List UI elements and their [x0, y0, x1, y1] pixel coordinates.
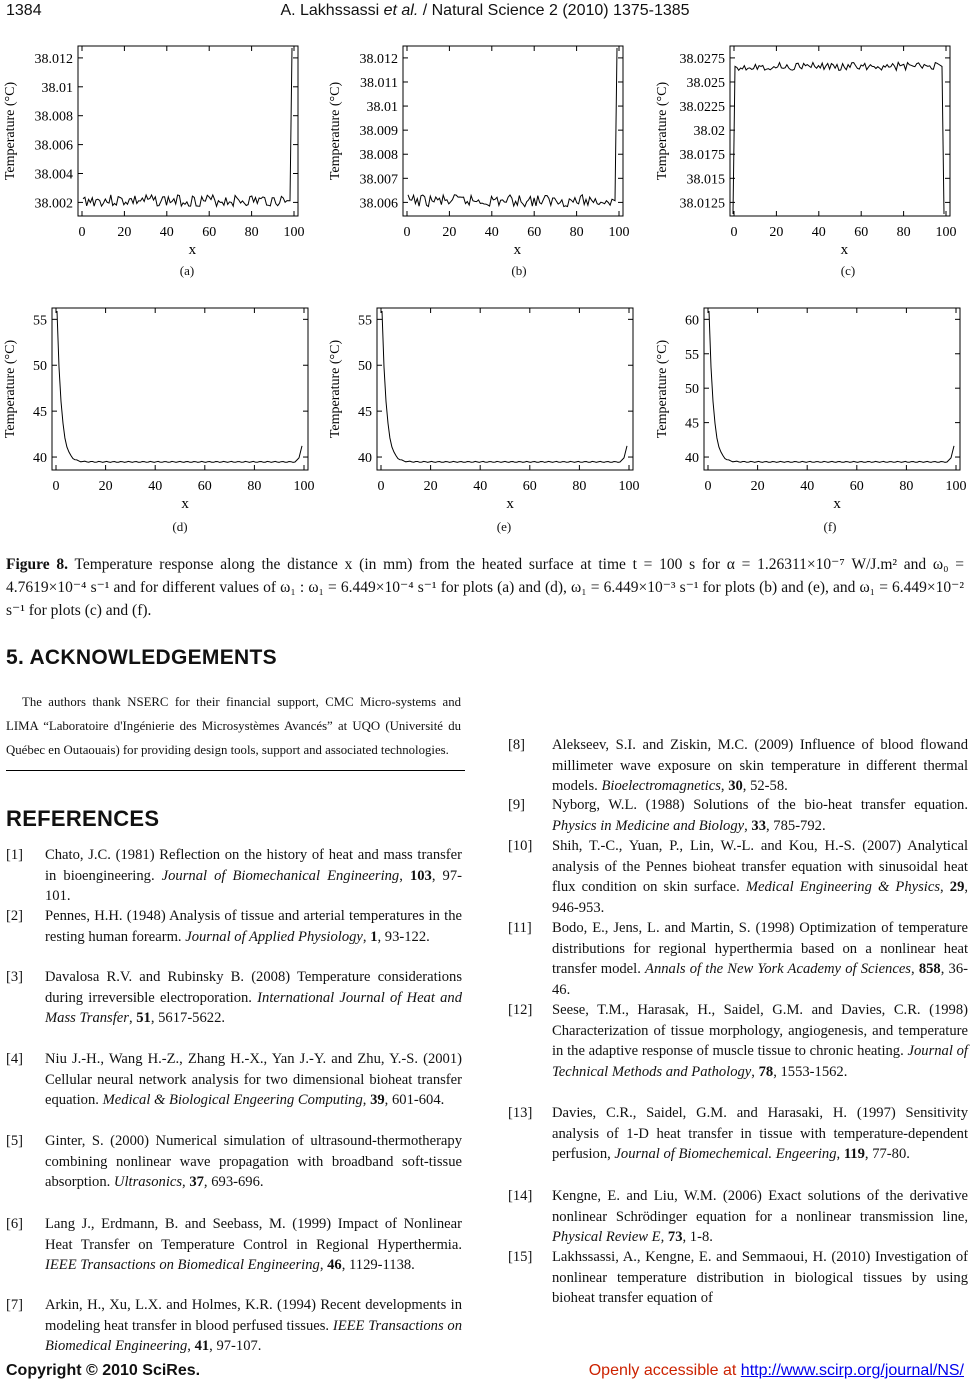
running-header: [0, 2, 970, 24]
reference-item: [508, 1247, 968, 1329]
y-tick-label: 55: [358, 313, 372, 329]
reference-text: Pennes, H.H. (1948) Analysis of tissue and arterial temperatures in the resting human forearm. Journal of Applied Physiology, 1, 93-122.: [45, 908, 462, 945]
y-axis-label: Temperature (°C): [328, 339, 343, 439]
plot-f: [654, 300, 967, 555]
plot-d-label: (d): [172, 519, 188, 534]
x-tick-label: 20: [423, 479, 438, 494]
acknowledgements-text: The authors thank NSERC for their financial support, CMC Micro-systems and LIMA “Laboratoire d'Ingénierie des Microsystèmes Avancés” at UQO (Université du Québec en Outaouais) for providing design tools, support and associated technologies.: [6, 695, 461, 757]
plot-frame: [704, 308, 960, 470]
reference-text: Kengne, E. and Liu, W.M. (2006) Exact solutions of the derivative nonlinear Schrödinger equation for a nonlinear transmission line, Physical Review E, 73, 1-8.: [552, 1188, 968, 1246]
x-tick-label: 80: [572, 479, 587, 494]
x-tick-label: 100: [293, 479, 315, 494]
y-tick-label: 38.01: [41, 80, 73, 96]
y-tick-label: 38.006: [359, 196, 398, 212]
reference-item: [6, 906, 462, 968]
y-tick-label: 38.015: [686, 172, 725, 188]
x-tick-label: 80: [247, 479, 262, 494]
y-tick-label: 38.008: [359, 148, 398, 164]
page-number: 1384: [6, 2, 42, 19]
reference-text: Lang J., Erdmann, B. and Seebass, M. (1999) Impact of Nonlinear Heat Transfer on Temperature Control in Regional Hyperthermia. IEEE Transactions on Biomedical Engineering, 46, 1129-1138.: [45, 1216, 462, 1274]
x-tick-label: 80: [896, 225, 911, 240]
figure-caption-text: Temperature response along the distance x (in mm) from the heated surface at time t = 100 s for α = 1.26311×10⁻⁷ W/J.m² and ω₀ = 4.7619×10⁻⁴ s⁻¹ and for different values of ω₁ : ω₁ = 6.449×10⁻⁴ s⁻¹ for plots (a) and (d), ω₁ = 6.449×10⁻³ s⁻¹ for plots (b) and (e), and ω₁ = 6.449×10⁻² s⁻¹ for plots (c) and (f).: [6, 556, 964, 619]
y-tick-label: 38.002: [34, 196, 73, 212]
y-tick-label: 38.009: [359, 124, 398, 140]
reference-item: [6, 845, 462, 905]
y-tick-label: 38.025: [686, 75, 725, 91]
reference-number: [8]: [508, 737, 526, 753]
x-tick-label: 60: [849, 479, 864, 494]
x-tick-label: 60: [202, 225, 217, 240]
reference-number: [13]: [508, 1105, 533, 1121]
temperature-curve: [83, 48, 292, 206]
x-tick-label: 0: [78, 225, 86, 240]
reference-text: Davies, C.R., Saidel, G.M. and Harasaki, H. (1997) Sensitivity analysis of 1-D heat transfer in tissue with temperature-dependent perfusion, Journal of Biomechemical. Engeering, 119, 77-80.: [552, 1105, 968, 1163]
y-tick-label: 38.0175: [679, 148, 725, 164]
copyright: Copyright © 2010 SciRes.: [6, 1362, 201, 1379]
plot-b: [327, 38, 630, 293]
reference-number: [5]: [6, 1133, 24, 1149]
y-tick-label: 38.006: [34, 138, 73, 154]
figure-caption-label: Figure 8.: [6, 556, 68, 573]
x-tick-label: 60: [197, 479, 212, 494]
reference-number: [11]: [508, 920, 532, 936]
plot-f-label: (f): [823, 519, 837, 534]
reference-text: Bodo, E., Jens, L. and Martin, S. (1998) Optimization of temperature distributions for regional hyperthermia based on a nonlinear heat transfer model. Annals of the New York Academy of Sciences, 858, 36-46.: [552, 920, 968, 998]
y-tick-label: 38.004: [34, 167, 73, 183]
reference-text: Alekseev, S.I. and Ziskin, M.C. (2009) Influence of blood flowand millimeter wave exposure on skin temperature in different thermal models. Bioelectromagnetics, 30, 52-58.: [552, 737, 968, 795]
x-tick-label: 80: [244, 225, 259, 240]
y-tick-label: 38.01: [366, 100, 398, 116]
y-tick-label: 38.012: [34, 51, 73, 67]
temperature-curve: [709, 311, 954, 462]
y-tick-label: 40: [358, 451, 372, 467]
plot-f-svg: [654, 300, 966, 515]
y-tick-label: 38.0125: [679, 196, 725, 212]
y-tick-label: 38.02: [693, 124, 725, 140]
x-tick-label: 20: [117, 225, 132, 240]
plot-d: [2, 300, 315, 555]
x-axis-label: x: [840, 242, 849, 258]
temperature-curve: [382, 311, 627, 462]
reference-number: [9]: [508, 797, 526, 813]
y-tick-label: 45: [685, 416, 699, 432]
reference-number: [7]: [6, 1297, 24, 1313]
y-tick-label: 38.0225: [679, 100, 725, 116]
reference-text: Davalosa R.V. and Rubinsky B. (2008) Temperature considerations during irreversible electroporation. International Journal of Heat and Mass Transfer, 51, 5617-5622.: [45, 969, 462, 1027]
y-tick-label: 45: [358, 405, 372, 421]
reference-item: [508, 918, 968, 1000]
x-axis-label: x: [833, 496, 841, 512]
y-tick-label: 55: [33, 313, 47, 329]
x-tick-label: 0: [704, 479, 712, 494]
reference-item: [6, 1131, 462, 1213]
reference-number: [15]: [508, 1249, 533, 1265]
y-tick-label: 45: [33, 405, 47, 421]
reference-item: [508, 1103, 968, 1185]
x-tick-label: 20: [442, 225, 457, 240]
divider: [6, 770, 465, 771]
plot-e: [327, 300, 640, 555]
temperature-curve: [57, 311, 302, 462]
y-axis-label: Temperature (°C): [3, 81, 18, 181]
plot-a: [2, 38, 305, 293]
x-tick-label: 100: [945, 479, 967, 494]
y-tick-label: 55: [685, 347, 699, 363]
x-tick-label: 60: [522, 479, 537, 494]
x-tick-label: 20: [750, 479, 765, 494]
x-tick-label: 40: [148, 479, 163, 494]
x-tick-label: 20: [98, 479, 113, 494]
reference-text: Lakhssassi, A., Kengne, E. and Semmaoui, H. (2010) Investigation of nonlinear temperature distribution in biological tissues by using bioheat transfer equation of: [552, 1249, 968, 1307]
x-tick-label: 80: [899, 479, 914, 494]
reference-item: [6, 967, 462, 1049]
y-tick-label: 40: [33, 451, 47, 467]
reference-number: [10]: [508, 838, 533, 854]
reference-item: [6, 1049, 462, 1131]
plot-e-label: (e): [496, 519, 512, 534]
reference-item: [6, 1214, 462, 1296]
reference-item: [508, 836, 968, 918]
reference-item: [508, 1000, 968, 1103]
x-tick-label: 20: [769, 225, 784, 240]
x-tick-label: 40: [473, 479, 488, 494]
reference-text: Ginter, S. (2000) Numerical simulation of ultrasound-thermotherapy combining nonlinear wave propagation with broadband soft-tissue absorption. Ultrasonics, 37, 693-696.: [45, 1133, 462, 1191]
reference-number: [3]: [6, 969, 24, 985]
reference-item: [6, 1295, 462, 1355]
x-tick-label: 40: [159, 225, 174, 240]
reference-text: Chato, J.C. (1981) Reflection on the history of heat and mass transfer in bioengineering. Journal of Biomechanical Engineering, 103, 97-101.: [45, 847, 462, 905]
plot-b-svg: [327, 38, 630, 263]
journal-link[interactable]: http://www.scirp.org/journal/NS/: [740, 1362, 964, 1379]
plot-c-svg: [654, 38, 966, 263]
plot-frame: [403, 46, 623, 216]
reference-item: [508, 1186, 968, 1248]
reference-text: Niu J.-H., Wang H.-Z., Zhang H.-X., Yan J.-Y. and Zhu, Y.-S. (2001) Cellular neural network analysis for two dimensional bioheat transfer equation. Medical & Biological Engeering Computing, 39, 601-604.: [45, 1051, 462, 1109]
page-footer: [0, 1362, 970, 1384]
reference-item: [508, 795, 968, 836]
x-tick-label: 100: [618, 479, 640, 494]
y-tick-label: 50: [685, 382, 699, 398]
plot-d-svg: [2, 300, 314, 515]
y-tick-label: 60: [685, 313, 699, 329]
y-tick-label: 38.011: [360, 75, 398, 91]
x-tick-label: 100: [935, 225, 957, 240]
plot-e-svg: [327, 300, 639, 515]
y-axis-label: Temperature (°C): [655, 339, 670, 439]
x-tick-label: 100: [283, 225, 305, 240]
reference-number: [6]: [6, 1216, 24, 1232]
y-tick-label: 38.007: [359, 172, 398, 188]
x-tick-label: 0: [730, 225, 738, 240]
plot-a-label: (a): [179, 263, 195, 278]
reference-number: [14]: [508, 1188, 533, 1204]
reference-number: [2]: [6, 908, 24, 924]
reference-text: Seese, T.M., Harasak, H., Saidel, G.M. and Davies, C.R. (1998) Characterization of tissue morphology, angiogenesis, and temperature in the adaptive response of muscle tissue to chronic heating. Journal of Technical Methods and Pathology, 78, 1553-1562.: [552, 1002, 968, 1080]
plot-a-svg: [2, 38, 305, 263]
x-tick-label: 0: [52, 479, 60, 494]
reference-number: [12]: [508, 1002, 533, 1018]
x-axis-label: x: [513, 242, 522, 258]
plot-b-label: (b): [511, 263, 527, 278]
reference-number: [4]: [6, 1051, 24, 1067]
reference-text: Nyborg, W.L. (1988) Solutions of the bio-heat transfer equation. Physics in Medicine and Biology, 33, 785-792.: [552, 797, 968, 834]
temperature-curve: [408, 48, 617, 207]
plot-frame: [730, 46, 950, 216]
plot-c: [654, 38, 957, 293]
x-tick-label: 60: [854, 225, 869, 240]
y-tick-label: 50: [358, 359, 372, 375]
temperature-curve: [733, 62, 944, 214]
figure-caption: [6, 553, 964, 622]
x-tick-label: 0: [377, 479, 385, 494]
x-tick-label: 40: [800, 479, 815, 494]
y-axis-label: Temperature (°C): [328, 81, 343, 181]
x-tick-label: 40: [811, 225, 826, 240]
plot-c-label: (c): [840, 263, 856, 278]
section-heading-references: REFERENCES: [6, 806, 160, 831]
x-axis-label: x: [506, 496, 514, 512]
y-axis-label: Temperature (°C): [3, 339, 18, 439]
x-tick-label: 60: [527, 225, 542, 240]
section-heading-acknowledgements: 5. ACKNOWLEDGEMENTS: [6, 646, 277, 669]
x-axis-label: x: [188, 242, 197, 258]
y-tick-label: 38.008: [34, 109, 73, 125]
y-tick-label: 38.0275: [679, 51, 725, 67]
running-title: A. Lakhssassi et al. / Natural Science 2 (2010) 1375-1385: [280, 2, 690, 19]
y-tick-label: 40: [685, 451, 699, 467]
y-tick-label: 50: [33, 359, 47, 375]
reference-text: Shih, T.-C., Yuan, P., Lin, W.-L. and Kou, H.-S. (2007) Analytical analysis of the Pennes bioheat transfer equation with sinusoidal heat flux condition on skin surface. Medical Engineering & Physics, 29, 946-953.: [552, 838, 969, 916]
reference-number: [1]: [6, 847, 24, 863]
x-tick-label: 40: [484, 225, 499, 240]
y-axis-label: Temperature (°C): [655, 81, 670, 181]
plot-frame: [52, 308, 308, 470]
plot-frame: [78, 46, 298, 216]
y-tick-label: 38.012: [359, 51, 398, 67]
x-tick-label: 80: [569, 225, 584, 240]
open-access-note: Openly accessible at http://www.scirp.org/journal/NS/: [588, 1362, 964, 1379]
reference-text: Arkin, H., Xu, L.X. and Holmes, K.R. (1994) Recent developments in modeling heat transfer in blood perfused tissues. IEEE Transactions on Biomedical Engineering, 41, 97-107.: [45, 1297, 462, 1355]
x-tick-label: 100: [608, 225, 630, 240]
x-tick-label: 0: [403, 225, 411, 240]
plot-frame: [377, 308, 633, 470]
x-axis-label: x: [181, 496, 189, 512]
